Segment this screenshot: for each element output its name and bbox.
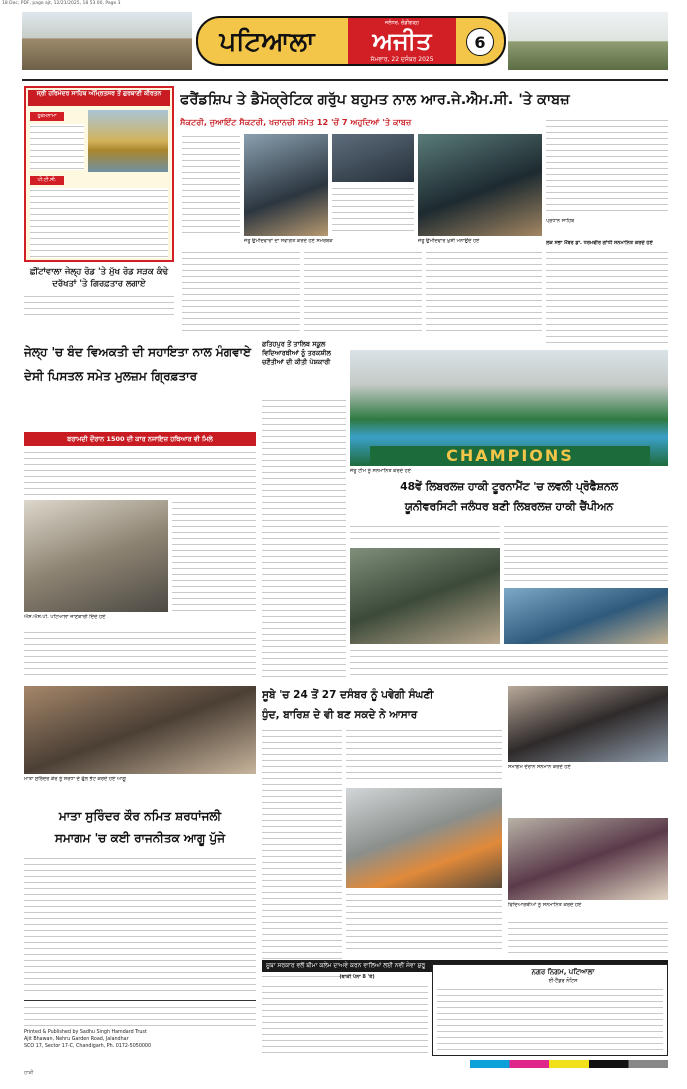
lead-body-col5 [426, 250, 542, 336]
gurbani-ad-text2 [30, 188, 168, 258]
jail-headline: ਜੇਲ੍ਹ 'ਚ ਬੰਦ ਵਿਅਕਤੀ ਦੀ ਸਹਾਇਤਾ ਨਾਲ ਮੰਗਵਾਏ ਦੇਸੀ ਪਿਸਤਲ ਸਮੇਤ ਮੁਲਜ਼ਮ ਗ੍ਰਿਫ਼ਤਾਰ [24, 345, 252, 383]
hockey-headline-1: 48ਵੇਂ ਲਿਬਰਲਜ਼ ਹਾਕੀ ਟੂਰਨਾਮੈਂਟ 'ਚ ਲਵਲੀ ਪ੍ਰੋਫੈਸ਼ਨਲ [400, 480, 618, 493]
masthead-photo-right [508, 12, 668, 70]
sidebar-photo-caption: ਲੋਕ ਸਭਾ ਮੈਂਬਰ ਡਾ. ਧਰਮਵੀਰ ਗਾਂਧੀ ਸਨਮਾਨਿਤ ਕਰਦੇ ਹੋਏ [546, 240, 653, 246]
right-photo-1 [508, 686, 668, 762]
left-story-body [24, 294, 174, 316]
color-bar [470, 1060, 668, 1068]
left-story-headline: ਛੀਂਟਾਂਵਾਲਾ ਜੇਲ੍ਹ ਰੋਡ 'ਤੇ ਮੁੱਖ ਰੋਡ ਸੜਕ ਕੰਢੇ ਦਰੱਖਤਾਂ 'ਤੇ ਗਿਰਫ਼ਤਾਰ ਲਗਾਏ [29, 267, 169, 289]
lead-body-col4 [304, 250, 422, 336]
jail-body-1 [24, 450, 256, 496]
lead-headline: ਫਰੈਂਡਸ਼ਿਪ ਤੇ ਡੈਮੋਕ੍ਰੇਟਿਕ ਗਰੁੱਪ ਬਹੁਮਤ ਨਾਲ ਆਰ.ਜੇ.ਐਮ.ਸੀ. 'ਤੇ ਕਾਬਜ਼ [180, 92, 570, 108]
lead-body-col1 [182, 134, 240, 236]
lead-photo-3 [418, 134, 542, 236]
right-col-text-top [546, 118, 668, 216]
lead-body-col2 [332, 186, 414, 236]
tender-notice [432, 964, 668, 1056]
imprint-text [24, 1005, 256, 1027]
mata-photo [24, 686, 256, 774]
hockey-photo-3 [504, 588, 668, 644]
lead-caption-1: ਜੇਤੂ ਉਮੀਦਵਾਰਾਂ ਦਾ ਸਵਾਗਤ ਕਰਦੇ ਹੋਏ ਸਮਰਥਕ [244, 238, 333, 244]
tender-notice-subtitle: ਈ-ਟੈਂਡਰ ਨੋਟਿਸ [548, 978, 578, 984]
weather-body-1 [262, 728, 342, 978]
masthead-subtitle: ਜਲੰਧਰ, ਚੰਡੀਗੜ੍ਹ [384, 20, 419, 26]
hockey-body-2 [350, 648, 668, 678]
masthead-city: ਪਟਿਆਲਾ [219, 27, 315, 57]
tender-notice-title: ਨਗਰ ਨਿਗਮ, ਪਟਿਆਲਾ [531, 968, 595, 976]
lead-caption-2: ਜੇਤੂ ਉਮੀਦਵਾਰ ਖੁਸ਼ੀ ਮਨਾਉਂਦੇ ਹੋਏ [418, 238, 480, 244]
golden-temple-image [88, 110, 168, 172]
lead-caption-3: ਪ੍ਰਧਾਨ ਸਾਹਿਬ [546, 218, 575, 224]
weather-body-3 [346, 892, 502, 954]
lead-photo-1 [244, 134, 328, 236]
mata-photo-caption: ਮਾਤਾ ਸੁਰਿੰਦਰ ਕੌਰ ਨੂੰ ਸ਼ਰਧਾ ਦੇ ਫੁੱਲ ਭੇਟ ਕਰਦੇ ਹੋਏ ਆਗੂ [24, 776, 126, 782]
mata-headline-2: ਸਮਾਗਮ 'ਚ ਕਈ ਰਾਜਨੀਤਕ ਆਗੂ ਪੁੱਜੇ [54, 831, 226, 845]
bottom-strip-text: ਸੂਬਾ ਸਰਕਾਰ ਵਲੋਂ ਬੀਮਾ ਕਲੇਮ ਦਾਅਵੇ ਕਰਨ ਵਾਲਿਆਂ ਲਈ ਨਵੀਂ ਸੇਵਾ ਸ਼ੁਰੂ [266, 962, 426, 969]
right-photo-2 [508, 818, 668, 900]
imprint [24, 1000, 256, 1054]
mata-headline-1: ਮਾਤਾ ਸੁਰਿੰਦਰ ਕੌਰ ਨਮਿਤ ਸ਼ਰਧਾਂਜਲੀ [58, 809, 222, 823]
masthead-photo-left [22, 12, 192, 70]
masthead-paper-logo [348, 18, 456, 66]
tender-notice-table [437, 987, 663, 1053]
footer-label: ਹਾਕੀ [24, 1070, 34, 1076]
gurbani-ad-label1: ਹੁਕਮਨਾਮਾ [30, 112, 64, 121]
weather-body-2 [346, 728, 502, 784]
weather-photo [346, 788, 502, 888]
hockey-caption: ਜੇਤੂ ਟੀਮ ਨੂੰ ਸਨਮਾਨਿਤ ਕਰਦੇ ਹੋਏ [350, 468, 411, 474]
imprint-line3: SCO 17, Sector 17-C, Chandigarh, Ph. 0172-5050000 [24, 1044, 152, 1049]
weather-headline-2: ਧੁੰਦ, ਬਾਰਿਸ਼ ਦੇ ਵੀ ਬਣ ਸਕਦੇ ਨੇ ਆਸਾਰ [262, 709, 418, 721]
jail-photo [24, 500, 168, 612]
small-story-headline: ਫ਼ਤਿਹਪੁਰ ਤੋਂ ਤਾਲਿਬ ਸਕੂਲ ਵਿਦਿਆਰਥੀਆਂ ਨੂੰ ਤਰਕਸ਼ੀਲ ਚਣੌਤੀਆਂ ਦੀ ਕੀਤੀ ਪੇਸ਼ਕਾਰੀ [262, 340, 331, 366]
lead-body-col3 [182, 250, 300, 336]
imprint-line1: Printed & Published by Sadhu Singh Hamdard Trust [24, 1030, 147, 1035]
imprint-line2: Ajit Bhawan, Nehru Garden Road, Jalandhar [24, 1037, 129, 1042]
jail-body-3 [24, 630, 256, 680]
jail-banner: ਬਰਾਮਦੀ ਦੌਰਾਨ 1500 ਦੀ ਕਾਰ ਨਜਾਇਜ਼ ਹਥਿਆਰ ਵੀ ਮਿਲੇ [24, 432, 256, 446]
gurbani-ad-title: ਸ੍ਰੀ ਹਰਿਮੰਦਰ ਸਾਹਿਬ ਅੰਮ੍ਰਿਤਸਰ ਤੋਂ ਗੁਰਬਾਣੀ ਕੀਰਤਨ [28, 90, 170, 106]
hockey-photo-2 [350, 548, 500, 644]
bottom-strip-label: (ਬਾਕੀ ਪੰਨਾ 8 'ਤੇ) [339, 974, 375, 980]
print-line: 18 Dec, PDF, page ajt, 12/21/2025, 18 53 00, Page 3 [2, 1, 121, 6]
small-story-body [262, 398, 346, 678]
lead-subhead: ਸੈਕਟਰੀ, ਜੁਆਇੰਟ ਸੈਕਟਰੀ, ਖਜ਼ਾਨਚੀ ਸਮੇਤ 12 'ਚੋਂ 7 ਅਹੁਦਿਆਂ 'ਤੇ ਕਾਬਜ਼ [180, 117, 412, 127]
masthead-paper-name: ਅਜੀਤ [372, 27, 432, 55]
masthead-date: ਸੋਮਵਾਰ, 22 ਦਸੰਬਰ 2025 [370, 56, 434, 63]
bottom-body [262, 984, 428, 1054]
hockey-headline-2: ਯੂਨੀਵਰਸਿਟੀ ਜਲੰਧਰ ਬਣੀ ਲਿਬਰਲਜ਼ ਹਾਕੀ ਚੈਂਪੀਅਨ [404, 500, 614, 513]
masthead [196, 16, 506, 66]
jail-body-2 [172, 500, 256, 612]
gurbani-ad-text [30, 124, 84, 170]
right-caption-1: ਸਮਾਗਮ ਦੌਰਾਨ ਸਨਮਾਨ ਕਰਦੇ ਹੋਏ [508, 764, 571, 770]
masthead-page-number: 6 [466, 28, 494, 56]
gurbani-ad-label2: ਪੀ.ਟੀ.ਸੀ. [30, 176, 64, 185]
hockey-champions-banner: CHAMPIONS [370, 446, 650, 466]
jail-photo-caption: ਐਸ.ਐਸ.ਪੀ. ਪਟਿਆਲਾ ਜਾਣਕਾਰੀ ਦਿੰਦੇ ਹੋਏ [24, 614, 106, 620]
mata-body [24, 856, 256, 996]
hockey-body-1 [350, 524, 500, 544]
right-col-text-mid [546, 250, 668, 348]
gurbani-ad [24, 86, 174, 262]
right-lower-body [508, 920, 668, 956]
lead-photo-2 [332, 134, 414, 182]
weather-headline-1: ਸੂਬੇ 'ਚ 24 ਤੋਂ 27 ਦਸੰਬਰ ਨੂੰ ਪਵੇਗੀ ਸੰਘਣੀ [262, 689, 434, 701]
hockey-body-right [504, 524, 668, 584]
masthead-rule [22, 79, 668, 81]
right-caption-2: ਵਿਦਿਆਰਥੀਆਂ ਨੂੰ ਸਨਮਾਨਿਤ ਕਰਦੇ ਹੋਏ [508, 902, 582, 908]
hockey-photo [350, 350, 668, 466]
